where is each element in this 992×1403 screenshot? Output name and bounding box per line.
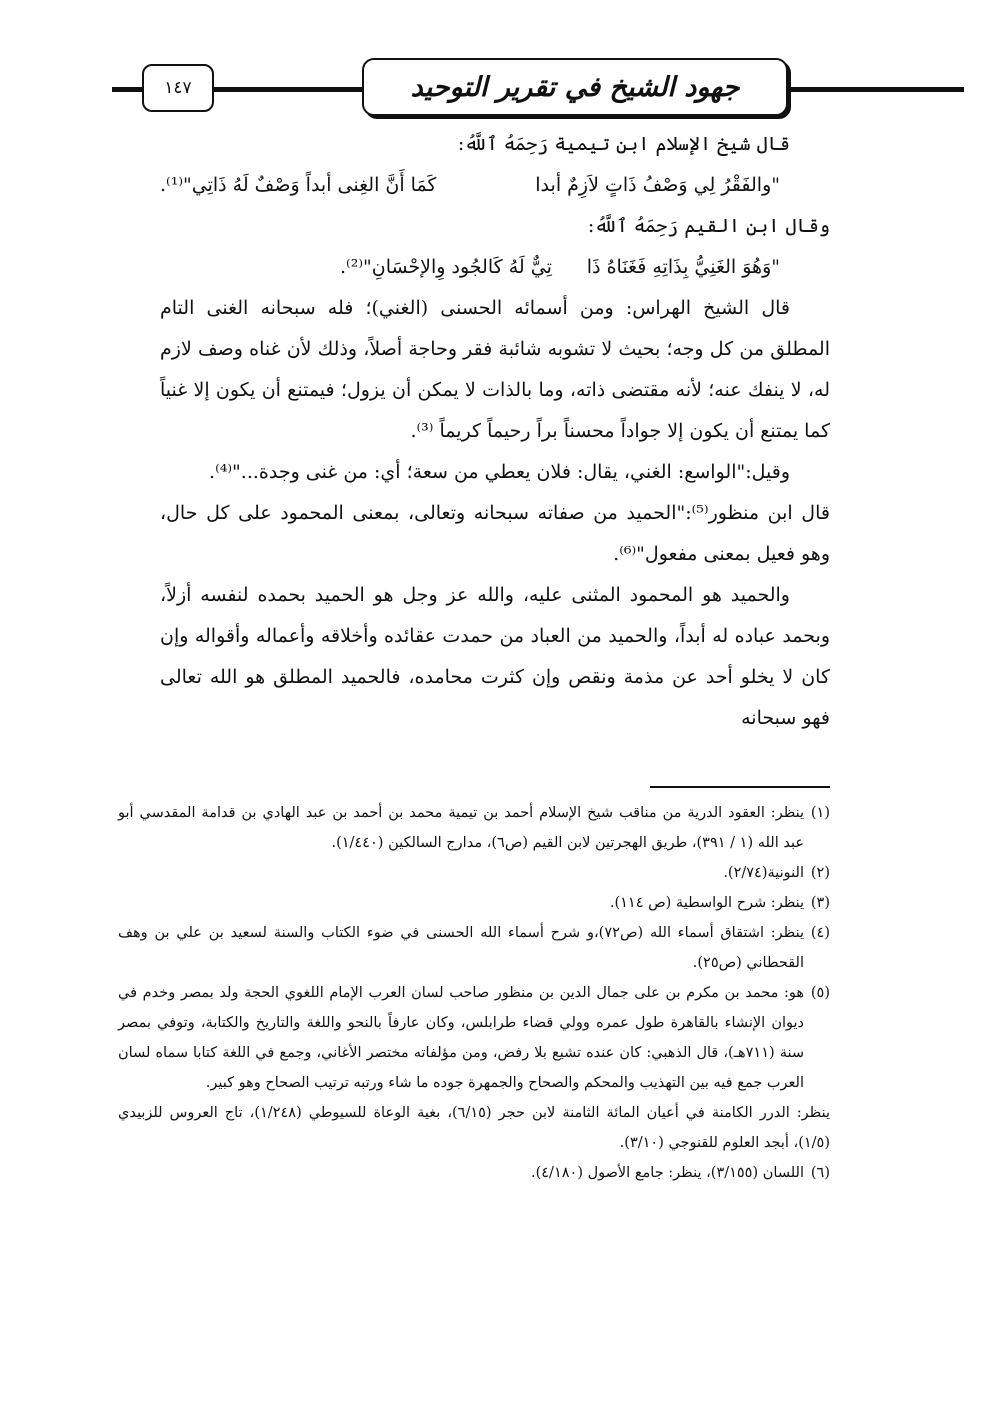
page-number: ١٤٧: [164, 78, 192, 98]
footnote-number: (٣): [810, 895, 830, 911]
footnote-5-sources: ينظر: الدرر الكامنة في أعيان المائة الثامنة لابن حجر (٦/١٥)، بغية الوعاة للسيوطي (١/٢٤٨)، تاج العروس للزبيدي (١/٥)، أبجد العلوم للقنوجي (٣/١٠).: [118, 1105, 830, 1151]
footnote-text: ينظر: العقود الدرية من مناقب شيخ الإسلام أحمد بن تيمية محمد بن أحمد بن عبد الهادي بن قدامة المقدسي أبو عبد الله (١ / ٣٩١)، طريق الهجرتين لابن القيم (ص٦)، مدارج السالكين (١/٤٤٠).: [118, 805, 804, 851]
running-title: جهود الشيخ في تقرير التوحيد: [410, 71, 740, 103]
paragraph-1: قال شيخ الإسلام ابن تيمية رَحِمَهُ ٱللَّهُ:: [457, 133, 790, 155]
footnote-4: [118, 918, 830, 978]
header-title-box: [362, 58, 788, 116]
footnote-text: النونية(٢/٧٤).: [723, 865, 804, 881]
paragraph-4: وقيل:"الواسع: الغني، يقال: فلان يعطي من سعة؛ أي: من غنى وجدة..."⁽⁴⁾.: [209, 461, 790, 483]
footnote-text: ينظر: اشتقاق أسماء الله (ص٧٢)،و شرح أسماء الله الحسنى في ضوء الكتاب والسنة لسعيد بن علي بن وهف القحطاني (ص٢٥).: [118, 925, 804, 971]
footnote-6: [118, 1158, 830, 1188]
verse-2: [160, 247, 830, 288]
footnote-5: [118, 978, 830, 1098]
footnote-number: (٥): [810, 985, 830, 1001]
paragraph-5: قال ابن منظور⁽⁵⁾:"الحميد من صفاته سبحانه وتعالى، بمعنى المحمود على كل حال، وهو فعيل بمعنى مفعول"⁽⁶⁾.: [160, 502, 830, 565]
verse-2-second-half: تِيٌّ لَهُ كَالجُود وِالإحْسَانِ"⁽²⁾.: [340, 256, 552, 278]
verse-1-first-half: "والفَقْرُ لِي وَصْفُ ذَاتٍ لاَزِمٌ أبدا: [535, 174, 780, 196]
footnote-separator: [650, 786, 830, 788]
footnote-number: (٢): [810, 865, 830, 881]
footnotes: [118, 798, 830, 1188]
paragraph-2: وقال ابن القيم رَحِمَهُ ٱللَّهُ:: [587, 215, 830, 237]
main-text: [160, 124, 830, 739]
footnote-2: [118, 858, 830, 888]
footnote-3: [118, 888, 830, 918]
page-number-box: [142, 64, 214, 112]
verse-1-second-half: كَمَا أَنَّ الغِنى أبداً وَصْفٌ لَهُ ذَاتِي"⁽¹⁾.: [160, 174, 437, 196]
verse-1: [160, 165, 830, 206]
footnote-number: (٤): [810, 925, 830, 941]
paragraph-3: قال الشيخ الهراس: ومن أسمائه الحسنى (الغني)؛ فله سبحانه الغنى التام المطلق من كل وجه؛ بحيث لا تشوبه شائبة فقر وحاجة أصلاً، وذلك لأن غناه وصف لازم له، لا ينفك عنه؛ لأنه مقتضى ذاته، وما بالذات لا يمكن أن يزول؛ فيمتنع أن يكون إلا غنياً كما يمتنع أن يكون إلا جواداً محسناً براً رحيماً كريماً ⁽³⁾.: [160, 297, 830, 442]
footnote-text: اللسان (٣/١٥٥)، ينظر: جامع الأصول (٤/١٨٠).: [530, 1165, 804, 1181]
footnote-1: [118, 798, 830, 858]
footnote-number: (٦): [810, 1165, 830, 1181]
verse-2-first-half: "وَهُوَ الغَنِيُّ بِذَاتِهِ فَغَنَاهُ ذَا: [586, 256, 780, 278]
footnote-text: ينظر: شرح الواسطية (ص ١١٤).: [609, 895, 804, 911]
footnote-number: (١): [810, 805, 830, 821]
paragraph-6: والحميد هو المحمود المثنى عليه، والله عز وجل هو الحميد بحمده لنفسه أزلاً، وبحمد عباده له أبداً، والحميد من العباد من حمدت عقائده وأخلاقه وأعماله وأقواله وإن كان لا يخلو أحد عن مذمة ونقص وإن كثرت محامده، فالحميد المطلق هو الله تعالى فهو سبحانه: [160, 584, 830, 729]
footnote-text: هو: محمد بن مكرم بن على جمال الدين بن منظور صاحب لسان العرب الإمام اللغوي الحجة ولد بمصر وخدم في ديوان الإنشاء بالقاهرة طول عمره وولي قضاء طرابلس، وكان عارفاً بالنحو واللغة والتاريخ والكتابة، وتوفي بمصر سنة (٧١١هـ)، قال الذهبي: كان عنده تشيع بلا رفض، ومن مؤلفاته مختصر الأغاني، وجمع في اللغة كتابا سماه لسان العرب جمع فيه بين التهذيب والمحكم والصحاح والجمهرة جوده ما شاء ورتبه ترتيب الصحاح وهو كبير.: [118, 985, 804, 1091]
